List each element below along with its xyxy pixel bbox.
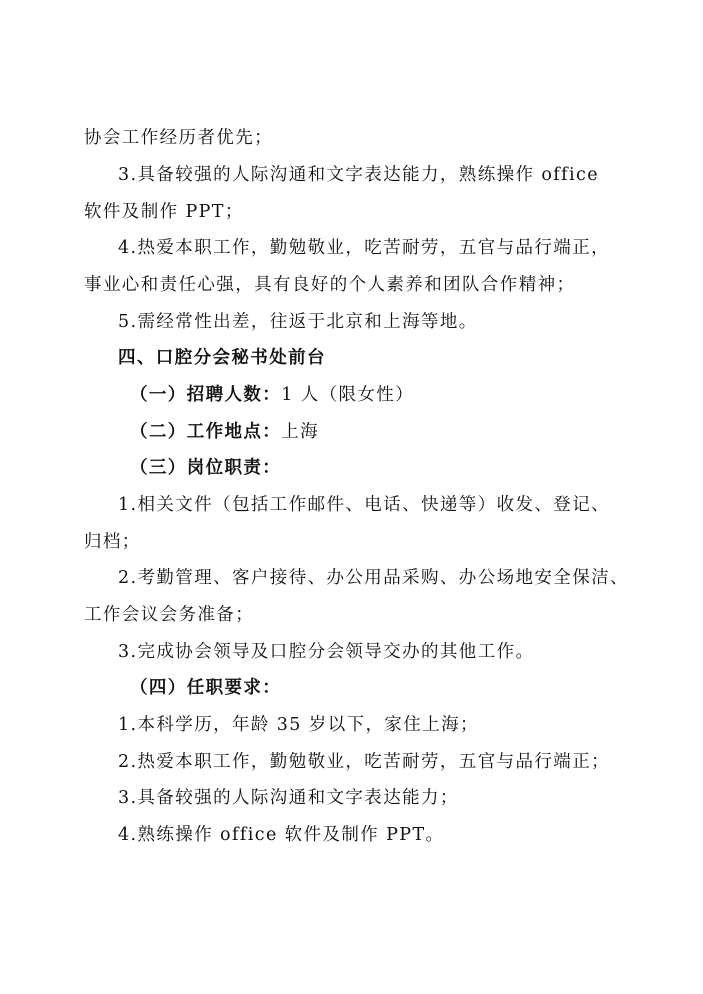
subsection-value: 1 人（限女性） xyxy=(281,385,415,405)
body-line: 协会工作经历者优先； xyxy=(84,128,273,148)
subsection-location xyxy=(130,420,319,444)
duty-item: 3.完成协会领导及口腔分会领导交办的其他工作。 xyxy=(118,642,535,662)
body-line: 事业心和责任心强，具有良好的个人素养和团队合作精神； xyxy=(84,275,576,295)
subsection-value: 上海 xyxy=(281,422,320,442)
subsection-label: （三）岗位职责： xyxy=(130,458,282,478)
subsection-label: （一）招聘人数： xyxy=(130,385,282,405)
body-line: 软件及制作 PPT； xyxy=(84,202,244,222)
requirement-item: 3.具备较强的人际沟通和文字表达能力； xyxy=(118,788,459,808)
body-line: 归档； xyxy=(84,532,141,552)
requirement-item: 5.需经常性出差，往返于北京和上海等地。 xyxy=(118,312,478,332)
subsection-label: （二）工作地点： xyxy=(130,422,282,442)
subsection-requirements xyxy=(130,676,281,700)
requirement-item: 3.具备较强的人际沟通和文字表达能力，熟练操作 office xyxy=(118,165,600,185)
requirement-item: 1.本科学历，年龄 35 岁以下，家住上海； xyxy=(118,715,479,735)
subsection-recruit-count xyxy=(130,383,414,407)
duty-item: 1.相关文件（包括工作邮件、电话、快递等）收发、登记、 xyxy=(118,495,610,515)
subsection-label: （四）任职要求： xyxy=(130,678,282,698)
requirement-item: 4.热爱本职工作，勤勉敬业，吃苦耐劳，五官与品行端正， xyxy=(118,238,610,258)
body-line: 工作会议会务准备； xyxy=(84,605,255,625)
requirement-item: 4.熟练操作 office 软件及制作 PPT。 xyxy=(118,825,445,845)
duty-item: 2.考勤管理、客户接待、办公用品采购、办公场地安全保洁、 xyxy=(118,568,629,588)
requirement-item: 2.热爱本职工作，勤勉敬业，吃苦耐劳，五官与品行端正； xyxy=(118,752,610,772)
section-heading: 四、口腔分会秘书处前台 xyxy=(118,348,326,368)
subsection-duties xyxy=(130,456,281,480)
